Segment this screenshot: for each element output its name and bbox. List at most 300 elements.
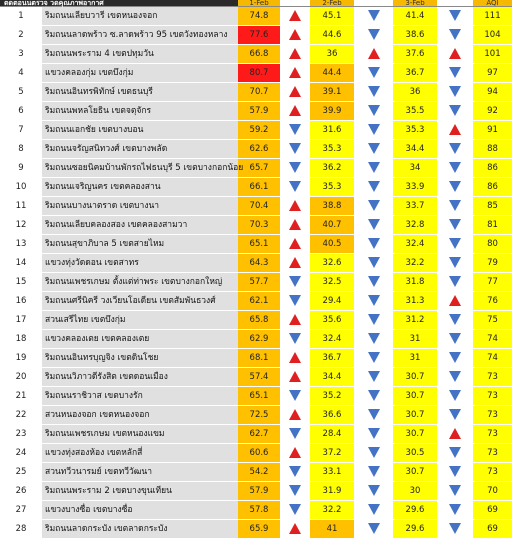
trend-cell [354, 140, 393, 159]
table-row[interactable] [0, 349, 512, 368]
trend-cell [437, 121, 473, 140]
trend-cell [280, 387, 310, 406]
trend-feb3-down-icon [449, 181, 461, 192]
aqi-value: 73 [473, 463, 512, 482]
table-row[interactable] [0, 482, 512, 501]
pm25-feb2: 32.6 [310, 254, 354, 273]
pm25-feb1: 60.6 [238, 444, 280, 463]
row-number: 13 [0, 235, 42, 254]
pm25-feb1: 57.4 [238, 368, 280, 387]
trend-feb2-down-icon [368, 428, 380, 439]
row-number: 9 [0, 159, 42, 178]
trend-feb1-up-icon [289, 523, 301, 534]
station-name: ริมถนนเลียบคลองสอง เขตคลองสามวา [42, 216, 238, 235]
table-row[interactable] [0, 178, 512, 197]
trend-feb2-down-icon [368, 67, 380, 78]
station-name: ริมถนนราชิวาส เขตบางรัก [42, 387, 238, 406]
row-number: 20 [0, 368, 42, 387]
aqi-value: 91 [473, 121, 512, 140]
trend-cell [437, 425, 473, 444]
row-number: 11 [0, 197, 42, 216]
trend-cell [354, 64, 393, 83]
trend-cell [437, 311, 473, 330]
trend-feb2-down-icon [368, 86, 380, 97]
trend-cell [280, 463, 310, 482]
trend-feb1-up-icon [289, 238, 301, 249]
trend-feb1-up-icon [289, 48, 301, 59]
trend-feb2-down-icon [368, 238, 380, 249]
trend-feb3-down-icon [449, 219, 461, 230]
trend-cell [437, 254, 473, 273]
table-row[interactable] [0, 368, 512, 387]
table-row[interactable] [0, 159, 512, 178]
table-row[interactable] [0, 463, 512, 482]
row-number: 6 [0, 102, 42, 121]
table-row[interactable] [0, 444, 512, 463]
trend-cell [437, 102, 473, 121]
trend-feb1-down-icon [289, 428, 301, 439]
pm25-feb3: 31 [393, 330, 437, 349]
table-row[interactable] [0, 406, 512, 425]
row-number: 10 [0, 178, 42, 197]
pm25-feb2: 32.2 [310, 501, 354, 520]
trend-cell [354, 311, 393, 330]
pm25-feb3: 35.3 [393, 121, 437, 140]
pm25-feb2: 34.4 [310, 368, 354, 387]
table-row[interactable] [0, 121, 512, 140]
table-row[interactable] [0, 64, 512, 83]
pm25-feb3: 30.7 [393, 387, 437, 406]
trend-cell [280, 330, 310, 349]
pm25-feb2: 40.5 [310, 235, 354, 254]
pm25-feb3: 31.3 [393, 292, 437, 311]
row-number: 7 [0, 121, 42, 140]
table-row[interactable] [0, 330, 512, 349]
pm25-feb2: 45.1 [310, 7, 354, 26]
trend-cell [437, 216, 473, 235]
trend-cell [280, 425, 310, 444]
aqi-value: 75 [473, 311, 512, 330]
table-row[interactable] [0, 387, 512, 406]
header-date-1: 1-Feb [238, 0, 280, 7]
trend-cell [354, 235, 393, 254]
pm25-feb1: 54.2 [238, 463, 280, 482]
aqi-value: 74 [473, 330, 512, 349]
trend-feb3-down-icon [449, 447, 461, 458]
trend-feb3-down-icon [449, 238, 461, 249]
row-number: 26 [0, 482, 42, 501]
station-name: สวนทวีวนารมย์ เขตทวีวัฒนา [42, 463, 238, 482]
pm25-feb3: 30.7 [393, 406, 437, 425]
trend-cell [354, 121, 393, 140]
row-number: 14 [0, 254, 42, 273]
station-name: แขวงบางซื่อ เขตบางซื่อ [42, 501, 238, 520]
table-row[interactable] [0, 45, 512, 64]
trend-feb3-down-icon [449, 105, 461, 116]
trend-cell [437, 235, 473, 254]
trend-cell [280, 349, 310, 368]
pm25-feb2: 31.6 [310, 121, 354, 140]
aqi-value: 69 [473, 520, 512, 539]
trend-cell [354, 178, 393, 197]
trend-feb3-down-icon [449, 29, 461, 40]
pm25-feb3: 30.7 [393, 425, 437, 444]
trend-feb3-down-icon [449, 257, 461, 268]
trend-feb3-down-icon [449, 276, 461, 287]
pm25-feb2: 38.8 [310, 197, 354, 216]
station-name: ริมถนนบางนาตราด เขตบางนา [42, 197, 238, 216]
trend-cell [354, 45, 393, 64]
pm25-feb1: 66.1 [238, 178, 280, 197]
pm25-feb3: 30 [393, 482, 437, 501]
pm25-feb2: 28.4 [310, 425, 354, 444]
pm25-feb1: 65.9 [238, 520, 280, 539]
pm25-feb2: 36.2 [310, 159, 354, 178]
trend-feb1-down-icon [289, 124, 301, 135]
aqi-value: 97 [473, 64, 512, 83]
row-number: 4 [0, 64, 42, 83]
trend-cell [437, 178, 473, 197]
aqi-value: 86 [473, 178, 512, 197]
row-number: 24 [0, 444, 42, 463]
trend-cell [354, 501, 393, 520]
aqi-value: 85 [473, 197, 512, 216]
table-row[interactable] [0, 273, 512, 292]
aqi-value: 77 [473, 273, 512, 292]
trend-cell [280, 26, 310, 45]
trend-feb1-up-icon [289, 447, 301, 458]
table-row[interactable] [0, 235, 512, 254]
trend-feb2-down-icon [368, 200, 380, 211]
trend-feb1-up-icon [289, 352, 301, 363]
station-name: ริมถนนวิภาวดีรังสิต เขตดอนเมือง [42, 368, 238, 387]
trend-feb3-up-icon [449, 48, 461, 59]
trend-feb2-down-icon [368, 295, 380, 306]
trend-cell [354, 26, 393, 45]
trend-feb2-down-icon [368, 390, 380, 401]
trend-feb1-up-icon [289, 219, 301, 230]
pm25-feb1: 57.9 [238, 102, 280, 121]
trend-cell [280, 178, 310, 197]
pm25-feb3: 30.5 [393, 444, 437, 463]
pm25-feb1: 70.4 [238, 197, 280, 216]
trend-feb3-down-icon [449, 371, 461, 382]
trend-feb2-down-icon [368, 466, 380, 477]
trend-feb1-down-icon [289, 162, 301, 173]
aqi-value: 86 [473, 159, 512, 178]
station-name: สวนหนองจอก เขตหนองจอก [42, 406, 238, 425]
aqi-value: 92 [473, 102, 512, 121]
pm25-feb1: 80.7 [238, 64, 280, 83]
trend-feb1-down-icon [289, 390, 301, 401]
trend-cell [437, 406, 473, 425]
table-row[interactable] [0, 83, 512, 102]
pm25-feb1: 59.2 [238, 121, 280, 140]
trend-cell [280, 83, 310, 102]
station-name: ริมถนนอินทรพิทักษ์ เขตธนบุรี [42, 83, 238, 102]
trend-feb1-up-icon [289, 409, 301, 420]
pm25-feb2: 32.5 [310, 273, 354, 292]
trend-feb1-up-icon [289, 314, 301, 325]
trend-feb2-up-icon [368, 48, 380, 59]
pm25-feb3: 36.7 [393, 64, 437, 83]
pm25-feb2: 40.7 [310, 216, 354, 235]
trend-cell [437, 387, 473, 406]
trend-cell [354, 83, 393, 102]
trend-cell [280, 482, 310, 501]
trend-cell [354, 463, 393, 482]
trend-cell [437, 64, 473, 83]
trend-cell [437, 292, 473, 311]
table-row[interactable] [0, 26, 512, 45]
trend-feb2-down-icon [368, 181, 380, 192]
trend-cell [280, 406, 310, 425]
trend-cell [354, 368, 393, 387]
trend-feb1-up-icon [289, 67, 301, 78]
trend-feb2-down-icon [368, 504, 380, 515]
trend-feb3-up-icon [449, 295, 461, 306]
trend-cell [280, 7, 310, 26]
pm25-feb2: 39.9 [310, 102, 354, 121]
trend-cell [437, 444, 473, 463]
row-number: 21 [0, 387, 42, 406]
pm25-feb3: 33.9 [393, 178, 437, 197]
trend-cell [280, 292, 310, 311]
header-date-2: 2-Feb [310, 0, 354, 7]
trend-cell [354, 254, 393, 273]
station-name: ริมถนนศรีนิครี วงเวียนโอเดียน เขตสัมพันธวงศ์ [42, 292, 238, 311]
pm25-feb2: 37.2 [310, 444, 354, 463]
pm25-feb2: 44.6 [310, 26, 354, 45]
table-row[interactable] [0, 140, 512, 159]
trend-cell [437, 501, 473, 520]
pm25-feb2: 41 [310, 520, 354, 539]
table-row[interactable] [0, 102, 512, 121]
trend-cell [280, 444, 310, 463]
table-row[interactable] [0, 254, 512, 273]
trend-cell [280, 216, 310, 235]
aqi-value: 73 [473, 387, 512, 406]
row-number: 18 [0, 330, 42, 349]
trend-cell [437, 482, 473, 501]
station-name: แขวงคลองกุ่ม เขตบึงกุ่ม [42, 64, 238, 83]
trend-feb1-up-icon [289, 29, 301, 40]
trend-feb3-down-icon [449, 10, 461, 21]
trend-cell [437, 159, 473, 178]
trend-feb1-down-icon [289, 143, 301, 154]
trend-feb2-down-icon [368, 276, 380, 287]
trend-feb2-down-icon [368, 162, 380, 173]
trend-feb3-down-icon [449, 143, 461, 154]
pm25-feb1: 70.7 [238, 83, 280, 102]
trend-cell [354, 197, 393, 216]
station-name: ริมถนนซอยนิคมบ้านพักรถไฟธนบุรี 5 เขตบางกอกน้อย [42, 159, 238, 178]
row-number: 28 [0, 520, 42, 539]
trend-cell [280, 520, 310, 539]
trend-cell [280, 501, 310, 520]
table-row[interactable] [0, 520, 512, 539]
table-body [0, 7, 512, 539]
trend-feb3-down-icon [449, 314, 461, 325]
header-date-3: 3-Feb [393, 0, 437, 7]
trend-feb1-down-icon [289, 466, 301, 477]
aqi-value: 70 [473, 482, 512, 501]
station-name: แขวงคลองเตย เขตคลองเตย [42, 330, 238, 349]
trend-feb2-down-icon [368, 314, 380, 325]
station-name: ริมถนนลาดพร้าว ซ.ลาดพร้าว 95 เขตวังทองหลาง [42, 26, 238, 45]
station-name: สวนเสรีไทย เขตบึงกุ่ม [42, 311, 238, 330]
pm25-feb2: 29.4 [310, 292, 354, 311]
trend-feb3-down-icon [449, 485, 461, 496]
pm25-feb3: 37.6 [393, 45, 437, 64]
row-number: 16 [0, 292, 42, 311]
trend-feb3-down-icon [449, 86, 461, 97]
trend-feb2-down-icon [368, 409, 380, 420]
trend-cell [280, 64, 310, 83]
trend-cell [437, 140, 473, 159]
trend-cell [354, 102, 393, 121]
pm25-feb3: 31.8 [393, 273, 437, 292]
trend-feb2-down-icon [368, 219, 380, 230]
station-name: ริมถนนลาดกระบัง เขตลาดกระบัง [42, 520, 238, 539]
pm25-feb3: 34 [393, 159, 437, 178]
pm25-feb1: 62.9 [238, 330, 280, 349]
trend-cell [437, 83, 473, 102]
pm25-feb3: 30.7 [393, 463, 437, 482]
trend-cell [437, 197, 473, 216]
pm25-feb2: 35.6 [310, 311, 354, 330]
trend-cell [280, 159, 310, 178]
pm25-feb1: 65.1 [238, 235, 280, 254]
aqi-value: 73 [473, 406, 512, 425]
pm25-feb3: 35.5 [393, 102, 437, 121]
table-row[interactable] [0, 311, 512, 330]
station-name: ริมถนนพระราม 2 เขตบางขุนเทียน [42, 482, 238, 501]
trend-feb3-up-icon [449, 428, 461, 439]
table-row[interactable] [0, 425, 512, 444]
trend-feb1-down-icon [289, 295, 301, 306]
pm25-feb1: 62.7 [238, 425, 280, 444]
aqi-value: 73 [473, 368, 512, 387]
trend-feb1-down-icon [289, 276, 301, 287]
aqi-value: 104 [473, 26, 512, 45]
trend-cell [437, 273, 473, 292]
trend-cell [354, 330, 393, 349]
pm25-feb3: 32.8 [393, 216, 437, 235]
trend-feb3-up-icon [449, 124, 461, 135]
trend-feb2-down-icon [368, 29, 380, 40]
pm25-feb2: 44.4 [310, 64, 354, 83]
header-title: ตดตอนนตรวจ วดคุณภาพอากาศ [0, 0, 238, 7]
pm25-feb1: 65.7 [238, 159, 280, 178]
trend-cell [437, 7, 473, 26]
trend-feb1-down-icon [289, 504, 301, 515]
trend-cell [354, 520, 393, 539]
pm25-feb1: 72.5 [238, 406, 280, 425]
pm25-feb3: 41.4 [393, 7, 437, 26]
trend-cell [280, 311, 310, 330]
pm25-feb3: 32.4 [393, 235, 437, 254]
station-name: ริมถนนเพชรเกษม ตั้งแต่ท่าพระ เขตบางกอกใหญ่ [42, 273, 238, 292]
pm25-feb2: 35.2 [310, 387, 354, 406]
pm25-feb1: 68.1 [238, 349, 280, 368]
pm25-feb2: 32.4 [310, 330, 354, 349]
aqi-value: 81 [473, 216, 512, 235]
station-name: ริมถนนพระราม 4 เขตปทุมวัน [42, 45, 238, 64]
trend-feb1-up-icon [289, 371, 301, 382]
trend-feb2-down-icon [368, 485, 380, 496]
trend-cell [354, 273, 393, 292]
trend-cell [437, 520, 473, 539]
trend-cell [354, 159, 393, 178]
pm25-feb3: 38.6 [393, 26, 437, 45]
row-number: 1 [0, 7, 42, 26]
pm25-feb3: 36 [393, 83, 437, 102]
pm25-feb3: 31.2 [393, 311, 437, 330]
table-row[interactable] [0, 7, 512, 26]
row-number: 3 [0, 45, 42, 64]
trend-feb2-down-icon [368, 10, 380, 21]
trend-feb2-down-icon [368, 352, 380, 363]
trend-feb3-down-icon [449, 67, 461, 78]
row-number: 25 [0, 463, 42, 482]
trend-feb1-down-icon [289, 181, 301, 192]
trend-feb2-down-icon [368, 257, 380, 268]
trend-cell [437, 463, 473, 482]
aqi-value: 88 [473, 140, 512, 159]
trend-cell [280, 45, 310, 64]
station-name: ริมถนนเอกชัย เขตบางบอน [42, 121, 238, 140]
row-number: 22 [0, 406, 42, 425]
table-row[interactable] [0, 197, 512, 216]
trend-cell [354, 406, 393, 425]
table-row[interactable] [0, 216, 512, 235]
aqi-value: 69 [473, 501, 512, 520]
pm25-feb1: 65.8 [238, 311, 280, 330]
pm25-feb2: 36.6 [310, 406, 354, 425]
pm25-feb1: 64.3 [238, 254, 280, 273]
pm25-feb1: 66.8 [238, 45, 280, 64]
row-number: 15 [0, 273, 42, 292]
pm25-feb2: 35.3 [310, 178, 354, 197]
row-number: 8 [0, 140, 42, 159]
trend-feb3-down-icon [449, 523, 461, 534]
pm25-feb1: 77.6 [238, 26, 280, 45]
aqi-value: 74 [473, 349, 512, 368]
trend-cell [354, 292, 393, 311]
trend-cell [437, 330, 473, 349]
aqi-value: 79 [473, 254, 512, 273]
trend-feb3-down-icon [449, 504, 461, 515]
station-name: ริมถนนเพชรเกษม เขตหนองแขม [42, 425, 238, 444]
row-number: 27 [0, 501, 42, 520]
aqi-value: 94 [473, 83, 512, 102]
table-row[interactable] [0, 292, 512, 311]
trend-cell [280, 368, 310, 387]
trend-cell [354, 425, 393, 444]
trend-cell [437, 45, 473, 64]
trend-feb3-down-icon [449, 162, 461, 173]
pm25-feb3: 30.7 [393, 368, 437, 387]
table-row[interactable] [0, 501, 512, 520]
pm25-feb2: 33.1 [310, 463, 354, 482]
trend-cell [437, 349, 473, 368]
aqi-value: 111 [473, 7, 512, 26]
pm25-feb3: 31 [393, 349, 437, 368]
pm25-feb2: 31.9 [310, 482, 354, 501]
aqi-value: 101 [473, 45, 512, 64]
trend-feb2-down-icon [368, 124, 380, 135]
